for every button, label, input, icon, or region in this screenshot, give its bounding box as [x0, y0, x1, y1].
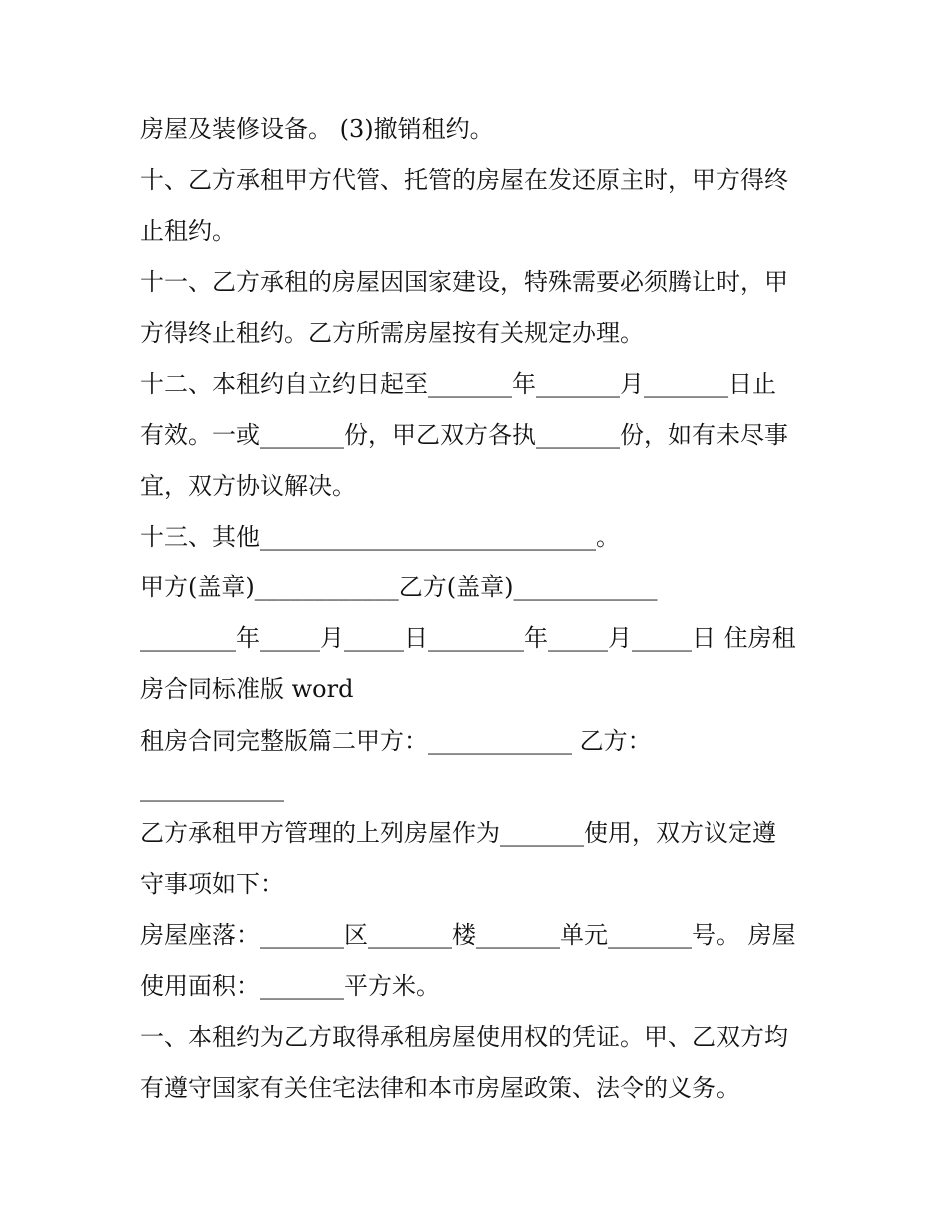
text-line: 有效。一或_______份，甲乙双方各执_______份，如有未尽事: [140, 421, 788, 449]
text-line: 止租约。: [140, 217, 236, 245]
text-line: 房屋及装修设备。 (3)撤销租约。: [140, 115, 494, 143]
text-line: 甲方(盖章)____________乙方(盖章)____________: [140, 573, 658, 601]
text-line: 守事项如下：: [140, 870, 284, 898]
text-line: 宜，双方协议解决。: [140, 472, 356, 500]
text-line: 十、乙方承租甲方代管、托管的房屋在发还原主时，甲方得终: [140, 166, 788, 194]
text-line: ____________: [140, 774, 284, 802]
text-line: 一、本租约为乙方取得承租房屋使用权的凭证。甲、乙双方均: [140, 1023, 788, 1051]
text-line: 租房合同完整版篇二甲方：____________ 乙方：: [140, 727, 652, 755]
text-line: 有遵守国家有关住宅法律和本市房屋政策、法令的义务。: [140, 1074, 740, 1102]
text-line: 十三、其他____________________________。: [140, 523, 620, 551]
text-line: ________年_____月_____日________年_____月_____日 住房租: [140, 624, 796, 652]
text-line: 乙方承租甲方管理的上列房屋作为_______使用，双方议定遵: [140, 819, 776, 847]
text-line: 房屋座落：_______区_______楼_______单元_______号。 房屋: [140, 921, 796, 949]
text-line: 房合同标准版 word: [140, 675, 354, 703]
text-line: 十二、本租约自立约日起至_______年_______月_______日止: [140, 370, 776, 398]
text-line: 方得终止租约。乙方所需房屋按有关规定办理。: [140, 319, 644, 347]
text-line: 十一、乙方承租的房屋因国家建设，特殊需要必须腾让时，甲: [140, 268, 788, 296]
text-line: 使用面积：_______平方米。: [140, 972, 440, 1000]
